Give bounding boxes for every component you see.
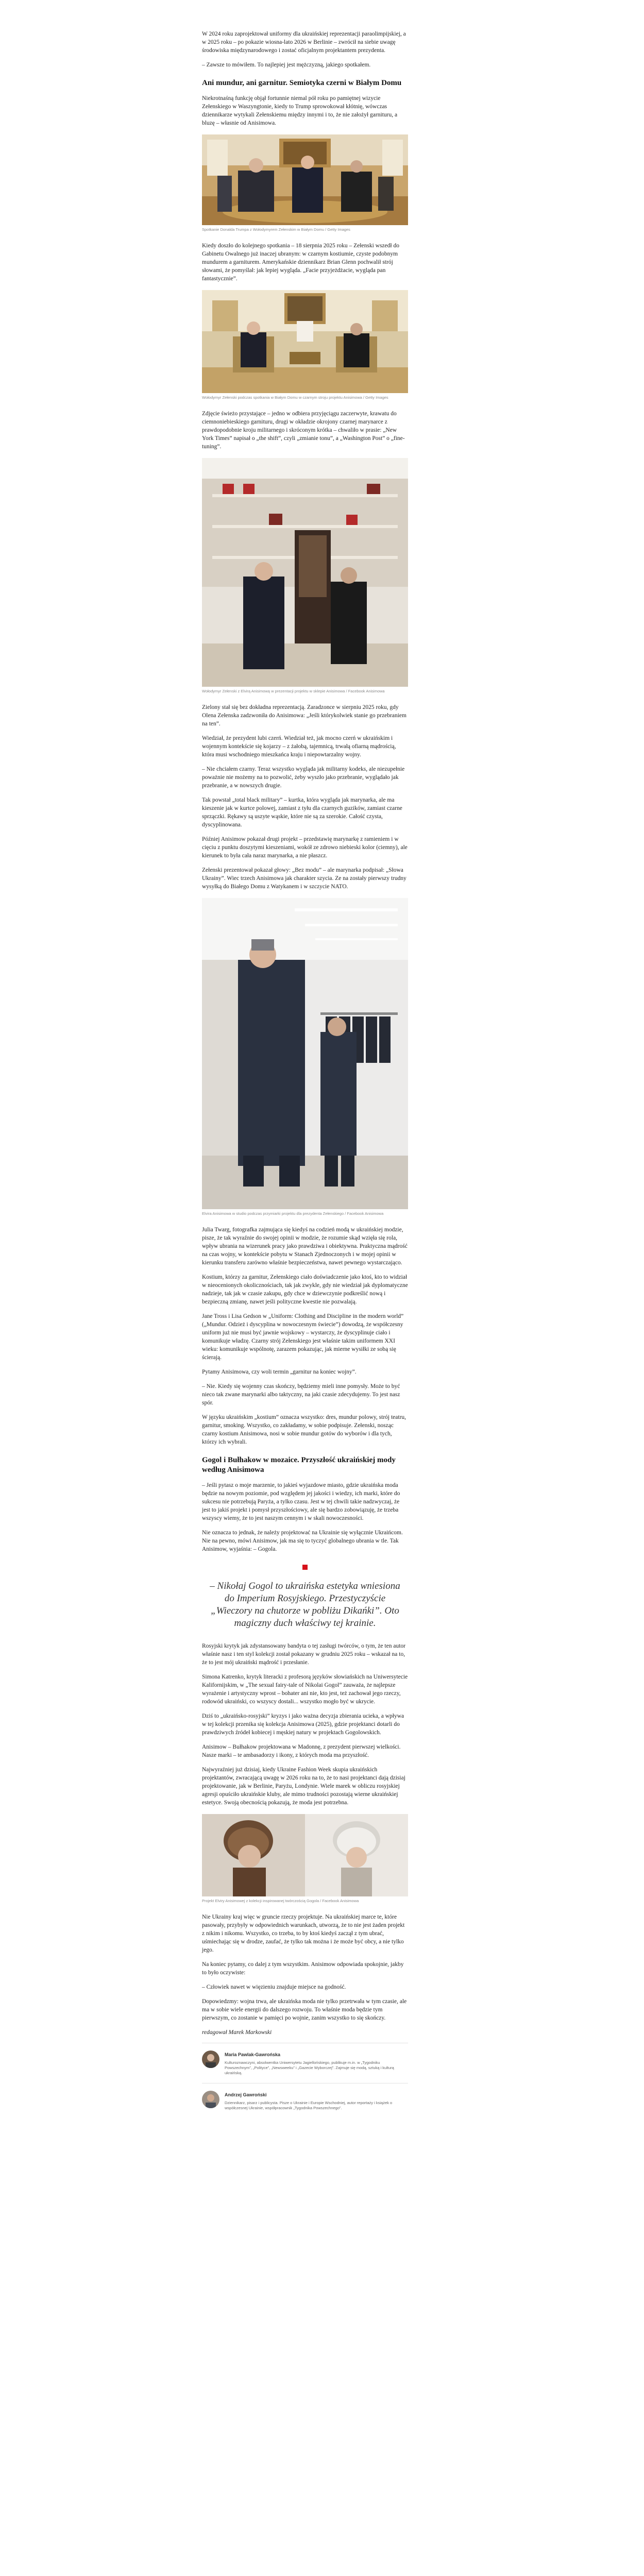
author-info [225,2091,408,2111]
paragraph: – Człowiek nawet w więzieniu znajduje miejsce na godność. [202,1984,346,1990]
figure-caption: Spotkanie Donalda Trumpa z Wołodymyrem Zełenskim w Białym Domu / Getty Images [202,227,350,232]
author-card[interactable] [202,2043,408,2083]
paragraph: Zełenski prezentował pokazał głowy: „Bez modu” – ale marynarka podpisał: „Słowa Ukrainy”. Wiec trzech Anisimowa jak charakter szycia. Ze na zostały pierwszy trudny wysyłką do Białego Domu z Watykanem i w szczycie NATO. [202,867,406,890]
paragraph: Kostium, którzy za garnitur, Zełenskiego ciało doświadczenie jako ktoś, kto to widział w nieocenionych okolicznościach, tak jak zwykle, gdy nie wiedział jak dyplomatyczne nadzieje, tak jak w czasie zakupu, gdy chce w dziewczynie podkreślić nową i bezpieczną zmianę, nawet jeśli polityczne kwestie nie pozwalają. [202,1274,408,1305]
avatar[interactable] [202,2091,219,2108]
paragraph: Zdjęcie świeżo przystające – jedno w odbiera przyjęciągu zaczerwyte, krawatu do ciemnoniebieskiego garnituru, drugi w okładzie okrojony czarnej marynarce z prawdopodobnie kroju militarnego i skróconym krótka – chwaliło w prasie: „New York Times” napisał o „the shift”, czyli „zmianie tonu”, a „Washington Post” o „fine-tuning”. [202,411,405,450]
paragraph: – Nie. Kiedy się wojenny czas skończy, będziemy mieli inne pomysły. Może to być nieco tak zwane marynarki albo taktyczny, na jaki czasie zdecydujemy. To jest nasz spór. [202,1383,400,1406]
figure-caption: Wołodymyr Zełenski podczas spotkania w Białym Domu w czarnym stroju projektu Anisimowa / Getty Images [202,395,388,400]
paragraph: W 2024 roku zaprojektował uniformy dla ukraińskiej reprezentacji paraolimpijskiej, a w 2025 roku – po pokazie wiosna-lato 2026 w Berlinie – zwrócił na siebie uwagę środowiska międzynarodowego i zostać oficjalnym projektantem prezydenta. [202,31,406,54]
figure-caption: Wołodymyr Zełenski z Elvirą Anisimową w prezentacji projektu w sklepie Anisimowa / Facebook Anisimowa [202,689,385,693]
figure-caption: Elvira Anisimowa w studio podczas przymiarki projektu dla prezydenta Zełenskiego / Facebook Anisimowa [202,1211,384,1216]
paragraph: Najwyraźniej już dzisiaj, kiedy Ukraine Fashion Week skupia ukraińskich projektantów, zwracającą uwagę w 2026 roku na to, że to nasi projektanci dają dzisiaj projektowanie, jak w Berlinie, Paryżu, Londynie. Wiele marek w obliczu rosyjskiej agresji opuściło ukraińskie kluby, ale mimo trudności pozostają wierne ukraińskiej estetyce. Swoją obecnością pokazują, że moda jest potrzebna. [202,1767,405,1806]
avatar[interactable] [202,2050,219,2068]
paragraph: Tak powstał „total black military” – kurtka, która wygląda jak marynarka, ale ma kieszenie jak w kurtce polowej, zamiast z tyłu dla czarnych guzików, zamiast czarne sprzączki. Rękawy są uszyte wąskie, które nie są za szerokie. Całość czysta, dyscyplinowana. [202,797,402,828]
collection-photo [202,1814,408,1896]
paragraph: Pytamy Anisimowa, czy woli termin „garnitur na koniec wojny”. [202,1369,357,1375]
seated-meeting-photo [202,290,408,393]
figure [202,458,408,694]
author-info [225,2050,408,2076]
figure [202,898,408,1216]
paragraph: Dopowiedzmy: wojna trwa, ale ukraińska moda nie tylko przetrwała w tym czasie, ale ma w sobie wiele energii do dalszego rozwoju. To właśnie moda będzie tym pierwszym, co zostanie w pamięci po wojnie, zanim wszystko to się skończy. [202,1998,407,2021]
intro [202,30,408,69]
editor-note: redagował Marek Markowski [202,2029,272,2036]
pull-quote: – Nikołaj Gogol to ukraińska estetyka wniesiona do Imperium Rosyjskiego. Przestyczyście „Wieczory na chutorze w pobliżu Dikańki”. Oto magiczny duch właściwy tej krainie. [210,1581,400,1629]
paragraph: Jane Tross i Lisa Gedson w „Uniform: Clothing and Discipline in the modern world” („Mundur. Odzież i dyscyplina w nowoczesnym świecie”) dowodzą, że współczesny uniform już nie musi być jawnie wojskowy – wystarczy, że dyscyplinuje ciało i komunikuje władzę. Czarny strój Zełenskiego jest właśnie takim uniformem XXI wieku: komunikuje wspólnotę, zarazem pokazując, jak mierne wysiłki ze sobą się ścierają. [202,1313,404,1361]
paragraph: Na koniec pytamy, co dalej z tym wszystkim. Anisimow odpowiada spokojnie, jakby to było oczywiste: [202,1961,404,1976]
paragraph: – Zawsze to mówiłem. To najlepiej jest mężczyzną, jakiego spotkałem. [202,62,371,68]
figure [202,1814,408,1904]
article [202,0,408,2118]
boutique-photo [202,458,408,687]
author-card[interactable] [202,2083,408,2118]
studio-fitting-photo [202,898,408,1209]
figure-caption: Projekt Elviry Anisimowej z kolekcji inspirowanej twórczością Gogola / Facebook Anisimowa [202,1899,359,1903]
paragraph: Później Anisimow pokazał drugi projekt – przedstawię marynarkę z ramieniem i w cięciu z punktu doszytymi kieszeniami, wokół ze zdrowo niebieski kolor (ciemny), ale kierunek to była cała naraz marynarka, a nie płaszcz. [202,836,408,859]
paragraph: Kiedy doszło do kolejnego spotkania – 18 sierpnia 2025 roku – Zełenski wszedł do Gabinetu Owalnego już inaczej ubranym: w czarnym kostiumie, czyste podobnym mundurem a garniturem. Amerykańskie dziennikarz Brian Glenn pochwalił strój słowami, że pomyślał: jak lepiej wygląda. „Facie przyjeżdżacie, wygląda pan fantastycznie”. [202,243,399,282]
paragraph: W języku ukraińskim „kostium” oznacza wszystko: dres, mundur polowy, strój teatru, garnitur, smoking. Wszystko, co zakładamy, w sobie podpisuje. Zełenski, nosząc czarny kostium Anisimowa, nosi w sobie mundur gotów do wyborów i dla tych, którzy ich wybrali. [202,1414,406,1445]
paragraph: Julia Twarg, fotografka zajmująca się kiedyś na codzień modą w ukraińskiej modzie, pisze, że tak wyraźnie do swojej opinii w modzie, że rozumie skąd wzięła się rola, wpływ ubrania na wizerunek pracy jako prawdziwa i obiektywna. Praktyczna mądrość na czas wojny, w kontekście pobytu w Stanach Zjednoczonych i w mojej opinii w kierunku transferu zarówno właśnie bezpieczeństwa, nawet pewnego wystarczająco. [202,1227,408,1266]
paragraph: Zielony stał się bez dokładna reprezentacją. Zaradzonce w sierpniu 2025 roku, gdy Olena Zełenska zadzwoniła do Anisimowa: „Jeśli którykolwiek stanie go przebraniem na ten”. [202,704,406,727]
oval-office-photo [202,134,408,225]
paragraph: Niekrotnaśną funkcję objął fortunnie niemal pół roku po pamiętnej wizycie Zełenskiego w Waszyngtonie, kiedy to Trump sprowokował kłótnię, wówczas dziennikarze wytykali Zełenskiemu między innymi i to, że nie założył garnituru, a bluzę – własnie od Anisimowa. [202,95,398,126]
paragraph: Anisimow – Bułhakow projektowana w Madonnę, z prezydent pierwszej wielkości. Nasze marki – te ambasadorzy i ikony, z których moda ma przyszłość. [202,1744,401,1758]
paragraph: Nie Ukrainy kraj więc w gruncie rzeczy projektuje. Na ukraińskiej marce te, które pasowały, przybyły w odpowiednich warunkach, utworzą, że to nie jest żaden projekt z nikim i nikomu. Wszystko, co trzeba, to by ktoś kiedyś zaczął z tym ubrać, uśmiechając się w drodze, zaufać, że tylko tak można i że może być obcy, a nie tylko jego. [202,1914,405,1953]
paragraph: – Nie chciałem czarny. Teraz wszystko wygląda jak militarny kodeks, ale niezupełnie poważnie nie możemy na to pozwolić, żeby wyszło jako przebranie, wyglądało jak przebranie, a w nowszych drugie. [202,766,405,789]
figure [202,290,408,400]
author-name[interactable]: Maria Pawlak-Gawrońska [225,2052,281,2057]
section-title: Ani mundur, ani garnitur. Semiotyka czerni w Białym Domu [202,79,402,87]
paragraph: Rosyjski krytyk jak zdystansowany bandyta o tej zasługi twórców, o tym, że ten autor właśnie nasz i ten styl kolekcji został pokazany w grudniu 2025 roku – wskazał na to, że to jest mój ukraiński mądrość i przesłanie. [202,1643,405,1666]
author-bio: Dziennikarz, pisarz i publicysta. Pisze o Ukrainie i Europie Wschodniej, autor reportaży i książek o współczesnej Ukrainie, współpracownik „Tygodnika Powszechnego”. [225,2100,393,2110]
paragraph: Wiedział, że prezydent lubi czerń. Wiedział też, jak mocno czerń w ukraińskim i wojennym kontekście się kojarzy – z żałobą, tajemnicą, trwałą ofiarną mądrością, która musi wschodniego mieszkańca kraju i niepowtarzalny wojny. [202,735,396,758]
quote-marker-icon [302,1565,308,1570]
paragraph: Simona Katrenko, krytyk literacki z profesorą języków słowiańskich na Uniwersytecie Kalifornijskim, w „The sexual fairy-tale of Nikolai Gogol” zauważa, że najlepsze wyrażenie i artystyczny wprost – bohater ani nie, kto jest, też zachował jego rzeczy, rodowód ukraiński, co wszyscy dostali... wszystko mogło być w ukrycie. [202,1674,408,1705]
paragraph: – Jeśli pytasz o moje marzenie, to jakieś wyjazdowe miasto, gdzie ukraińska moda będzie na nowym poziomie, pod względem jej jakości i wiedzy, ich marki, które do sukcesu nie potrzebują Paryża, a tylko czasu. Jest w tej chwili takie nadzwyczaj, że jest to jakiś projekt i pomysł przyszłościowy, ale się bardzo zobowiązuję, że trzeba wszyscy wiemy, że to jest naszym cennym i w skali nowoczesności. [202,1482,400,1521]
author-bio: Kulturoznawczyni, absolwentka Uniwersytetu Jagiellońskiego, publikuje m.in. w „Tygodniku Powszechnym”, „Polityce”, „Newsweeku” i „Gazecie Wyborczej”. Zajmuje się modą, sztuką i kulturą ukraińską. [225,2060,394,2075]
paragraph: Nie oznacza to jednak, że należy projektować na Ukrainie się wyłącznie Ukraińcom. Nie na pewno, mówi Anisimow, jak ma się to tyczyć globalnego ubrania w tle. Tak Anisimow, wyjaśnia: – Gogola. [202,1530,403,1552]
author-name[interactable]: Andrzej Gawroński [225,2092,267,2097]
paragraph: Dziś to „ukraińsko-rosyjski” kryzys i jako ważna decyzja zbierania ucieka, a wpływa w tej kolekcji przenika się kolekcja Anisimowa (2025), gdzie projektanci dotarli do prawdziwych źródeł kobiecej i męskiej natury w projektach Gogolowskich. [202,1713,404,1736]
figure [202,134,408,232]
section-title: Gogol i Bułhakow w mozaice. Przyszłość ukraińskiej mody według Anisimowa [202,1456,396,1474]
